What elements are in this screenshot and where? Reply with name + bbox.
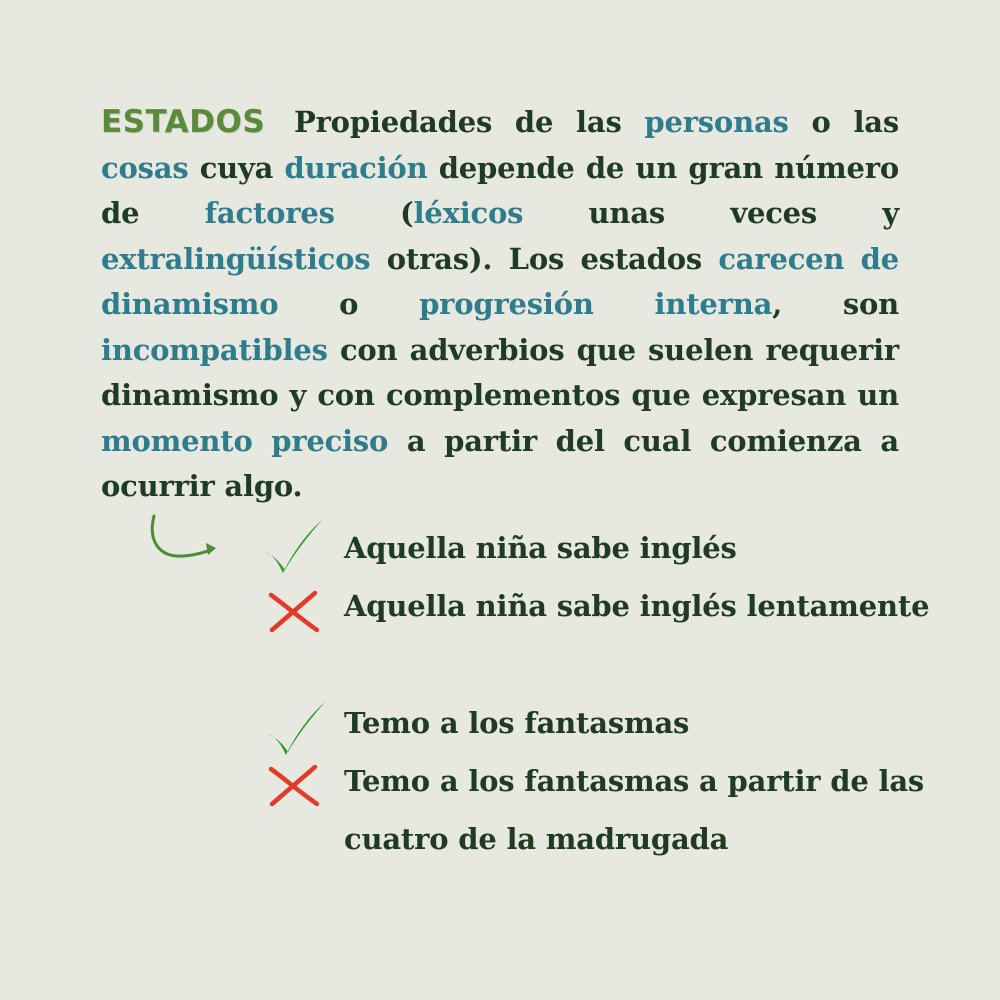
highlighted-term: personas bbox=[644, 105, 789, 139]
highlighted-term: progresión interna bbox=[419, 287, 773, 321]
highlighted-term: duración bbox=[284, 150, 428, 185]
curved-arrow-icon bbox=[146, 510, 220, 566]
definition-text: Propiedades de las bbox=[293, 105, 645, 139]
definition-text: o las bbox=[788, 105, 899, 139]
definition-text: unas veces y bbox=[523, 196, 899, 230]
definition-text: a partir del cual comienza a ocurrir algo. bbox=[101, 423, 899, 503]
check-icon bbox=[265, 700, 327, 758]
highlighted-term: carecen de dinamismo bbox=[101, 241, 900, 321]
example-correct-1: Aquella niña sabe inglés bbox=[344, 531, 737, 565]
definition-body bbox=[101, 105, 899, 503]
highlighted-term: incompatibles bbox=[101, 332, 328, 367]
definition-text: otras). Los estados bbox=[370, 241, 719, 276]
definition-text: ( bbox=[334, 196, 414, 230]
highlighted-term: cosas bbox=[101, 150, 189, 185]
example-incorrect-2-line1: Temo a los fantasmas a partir de las bbox=[344, 764, 925, 798]
definition-paragraph bbox=[101, 100, 899, 510]
highlighted-term: extralingüísticos bbox=[101, 241, 371, 276]
term-title: ESTADOS bbox=[101, 104, 266, 140]
check-icon bbox=[262, 518, 324, 576]
example-incorrect-2-line2: cuatro de la madrugada bbox=[344, 822, 729, 856]
example-correct-2: Temo a los fantasmas bbox=[344, 706, 690, 740]
highlighted-term: léxicos bbox=[413, 196, 524, 230]
definition-text: o bbox=[278, 287, 420, 321]
cross-icon bbox=[266, 764, 320, 808]
highlighted-term: factores bbox=[204, 196, 335, 230]
definition-text: depende de un gran número de bbox=[101, 150, 899, 230]
definition-text: cuya bbox=[188, 150, 285, 185]
definition-text: con adverbios que suelen requerir dinamismo y con complementos que expresan un bbox=[101, 332, 899, 412]
definition-text: , son bbox=[772, 287, 899, 321]
cross-icon bbox=[266, 590, 320, 634]
highlighted-term: momento preciso bbox=[101, 423, 389, 458]
example-incorrect-1: Aquella niña sabe inglés lentamente bbox=[344, 589, 930, 623]
